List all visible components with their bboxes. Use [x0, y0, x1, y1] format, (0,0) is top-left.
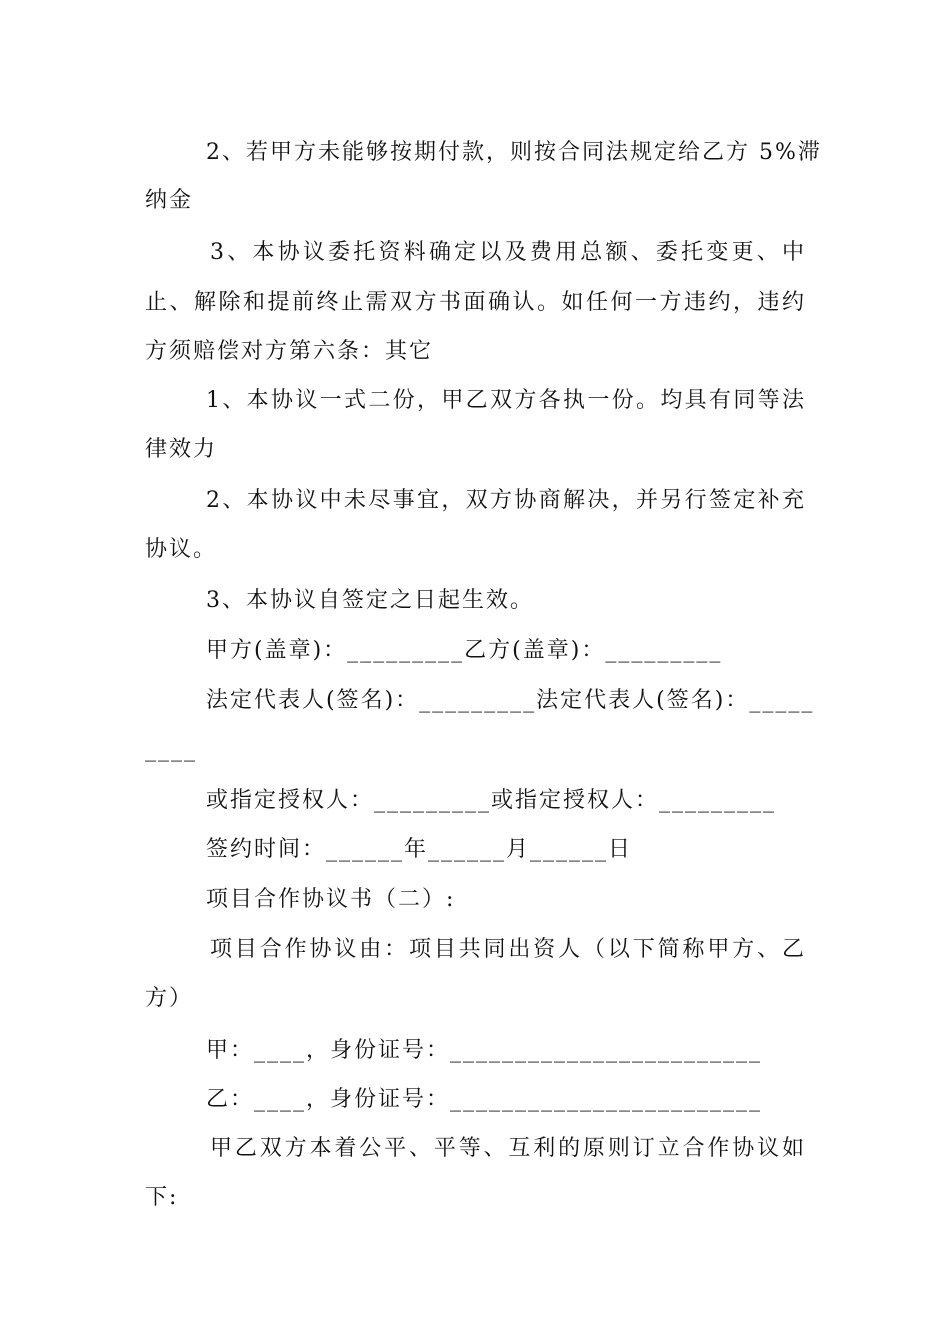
other-clause-1-line-2: 律效力 — [145, 437, 218, 462]
other-clause-3: 3、本协议自签定之日起生效。 — [206, 588, 534, 613]
principle-line-1: 甲乙双方本着公平、平等、互利的原则订立合作协议如 — [210, 1136, 806, 1161]
signature-authorized-line: 或指定授权人：_________或指定授权人：_________ — [206, 788, 777, 813]
signature-party-line: 甲方(盖章)：_________乙方(盖章)：_________ — [206, 638, 723, 663]
other-clause-2-line-1: 2、本协议中未尽事宜，双方协商解决，并另行签定补充 — [206, 488, 806, 513]
clause-2-line-1: 2、若甲方未能够按期付款，则按合同法规定给乙方 5%滞 — [206, 140, 822, 165]
party-b-line: 乙：____，身份证号：________________________ — [206, 1087, 763, 1112]
other-clause-1-line-1: 1、本协议一式二份，甲乙双方各执一份。均具有同等法 — [206, 388, 806, 413]
signature-representative-line-1: 法定代表人(签名)：_________法定代表人(签名)：_____ — [206, 688, 815, 713]
clause-3-line-3: 方须赔偿对方第六条：其它 — [145, 339, 434, 364]
intro-line-2: 方） — [145, 986, 194, 1011]
section-title: 项目合作协议书（二）: — [206, 887, 456, 912]
signature-date-line: 签约时间：______年______月______日 — [206, 837, 633, 862]
clause-3-line-2: 止、解除和提前终止需双方书面确认。如任何一方违约，违约 — [145, 290, 806, 315]
clause-2-line-2: 纳金 — [145, 188, 194, 213]
other-clause-2-line-2: 协议。 — [145, 537, 218, 562]
intro-line-1: 项目合作协议由：项目共同出资人（以下简称甲方、乙 — [210, 937, 806, 962]
clause-3-line-1: 3、本协议委托资料确定以及费用总额、委托变更、中 — [210, 240, 806, 265]
signature-representative-line-2: ____ — [145, 737, 197, 762]
party-a-line: 甲：____，身份证号：________________________ — [206, 1038, 763, 1063]
principle-line-2: 下: — [145, 1185, 179, 1210]
